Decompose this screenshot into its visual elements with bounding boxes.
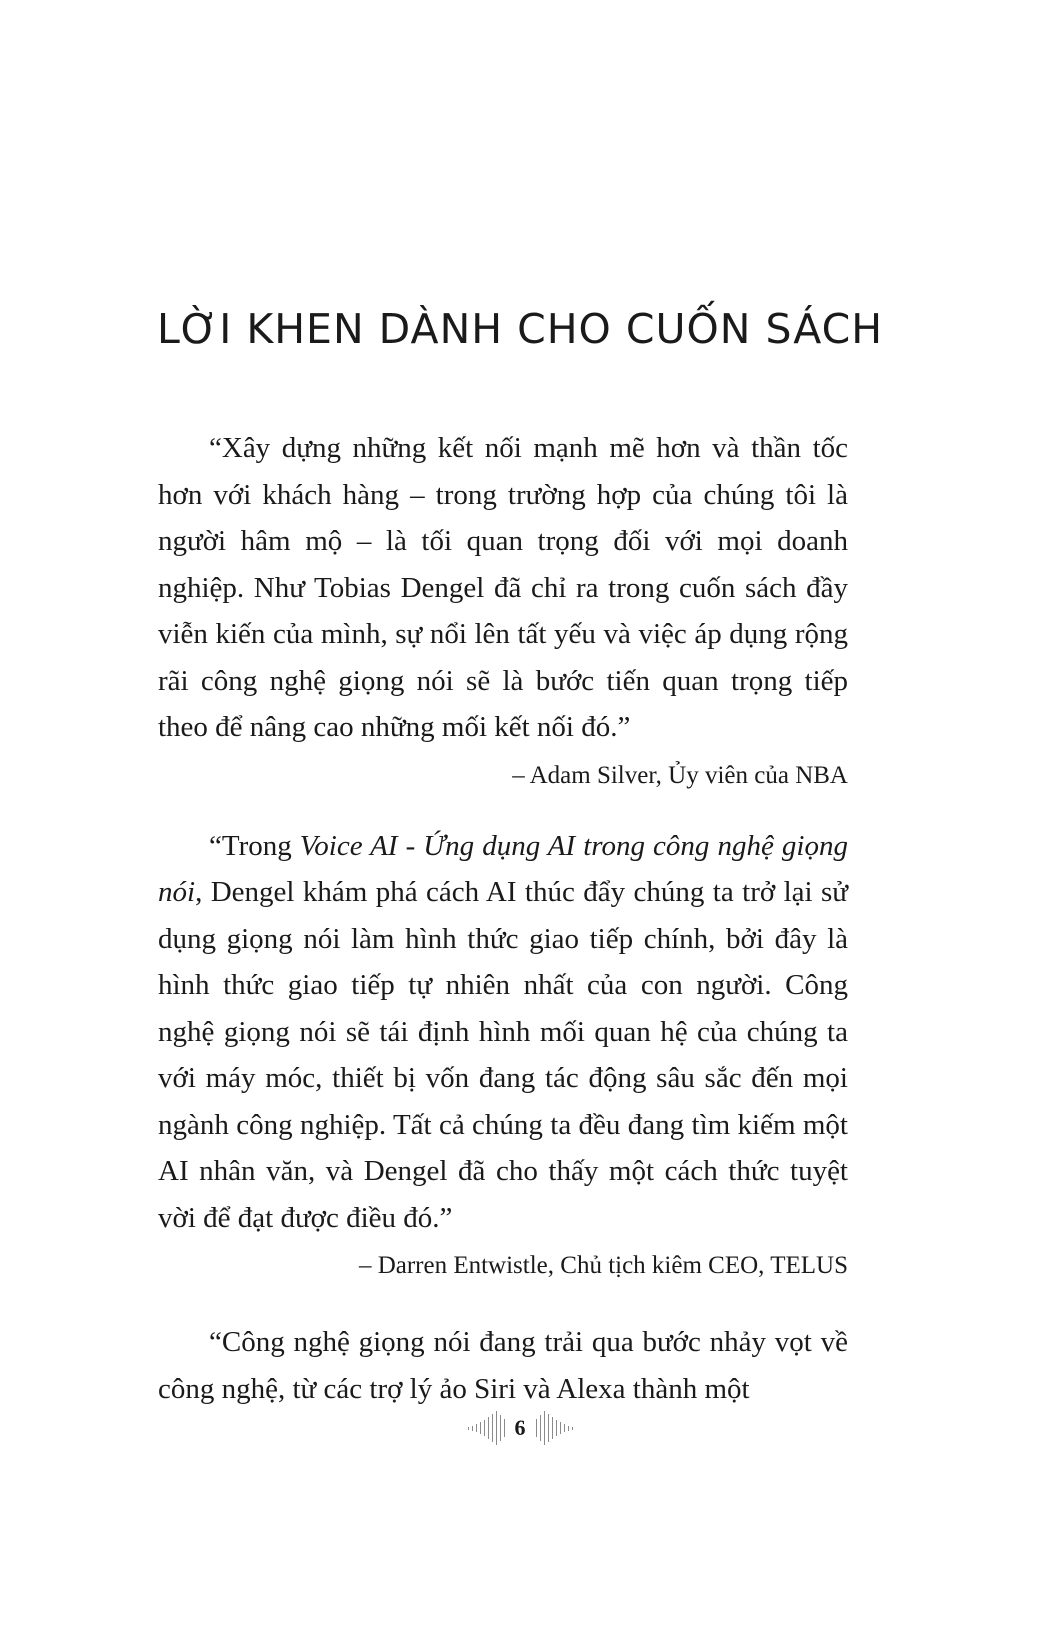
praise-section: [158, 425, 848, 1412]
wave-bar: [572, 1427, 573, 1430]
wave-bar: [560, 1422, 561, 1434]
quote-darren-entwistle: [158, 823, 848, 1242]
wave-bar: [568, 1426, 569, 1431]
wave-bar: [544, 1411, 545, 1445]
wave-bar: [480, 1422, 481, 1434]
quote-adam-silver: “Xây dựng những kết nối mạnh mẽ hơn và thần tốc hơn với khách hàng – trong trường hợp của chúng tôi là người hâm mộ – là tối quan trọng đối với mọi doanh nghiệp. Như Tobias Dengel đã chỉ ra trong cuốn sách đầy viễn kiến của mình, sự nổi lên tất yếu và việc áp dụng rộng rãi công nghệ giọng nói sẽ là bước tiến quan trọng tiếp theo để nâng cao những mối kết nối đó.”: [158, 432, 848, 743]
wave-bar: [564, 1424, 565, 1432]
page-footer: [0, 1410, 1040, 1446]
sound-wave-icon: [536, 1410, 573, 1446]
wave-bar: [536, 1419, 537, 1437]
wave-bar: [504, 1419, 505, 1437]
wave-bar: [552, 1417, 553, 1439]
book-title: Voice AI - Ứng dụng AI trong công nghệ giọng nói: [158, 829, 848, 908]
wave-bar: [548, 1414, 549, 1442]
wave-bar: [468, 1427, 469, 1430]
wave-bar: [492, 1414, 493, 1442]
wave-bar: [476, 1424, 477, 1432]
wave-bar: [472, 1426, 473, 1431]
quote-text-after: , Dengel khám phá cách AI thúc đẩy chúng ta trở lại sử dụng giọng nói làm hình thức giao tiếp chính, bởi đây là hình thức giao tiếp tự nhiên nhất của con người. Công nghệ giọng nói sẽ tái định hình mối quan hệ của chúng ta với máy móc, thiết bị vốn đang tác động sâu sắc đến mọi ngành công nghiệp. Tất cả chúng ta đều đang tìm kiếm một AI nhân văn, và Dengel đã cho thấy một cách thức tuyệt vời để đạt được điều đó.”: [158, 876, 848, 1234]
wave-bar: [500, 1415, 501, 1441]
page-title: LỜI KHEN DÀNH CHO CUỐN SÁCH: [156, 305, 884, 353]
wave-bar: [496, 1411, 497, 1445]
attribution-adam-silver: – Adam Silver, Ủy viên của NBA: [512, 761, 848, 789]
page-number: 6: [514, 1415, 526, 1440]
wave-bar: [556, 1420, 557, 1436]
quote-continued: “Công nghệ giọng nói đang trải qua bước nhảy vọt về công nghệ, từ các trợ lý ảo Siri và Alexa thành một: [158, 1326, 848, 1405]
wave-bar: [540, 1415, 541, 1441]
wave-bar: [484, 1420, 485, 1436]
attribution-darren-entwistle: – Darren Entwistle, Chủ tịch kiêm CEO, TELUS: [358, 1252, 848, 1279]
quote-text-before: “Trong: [209, 829, 300, 862]
sound-wave-icon: [468, 1410, 505, 1446]
wave-bar: [488, 1417, 489, 1439]
